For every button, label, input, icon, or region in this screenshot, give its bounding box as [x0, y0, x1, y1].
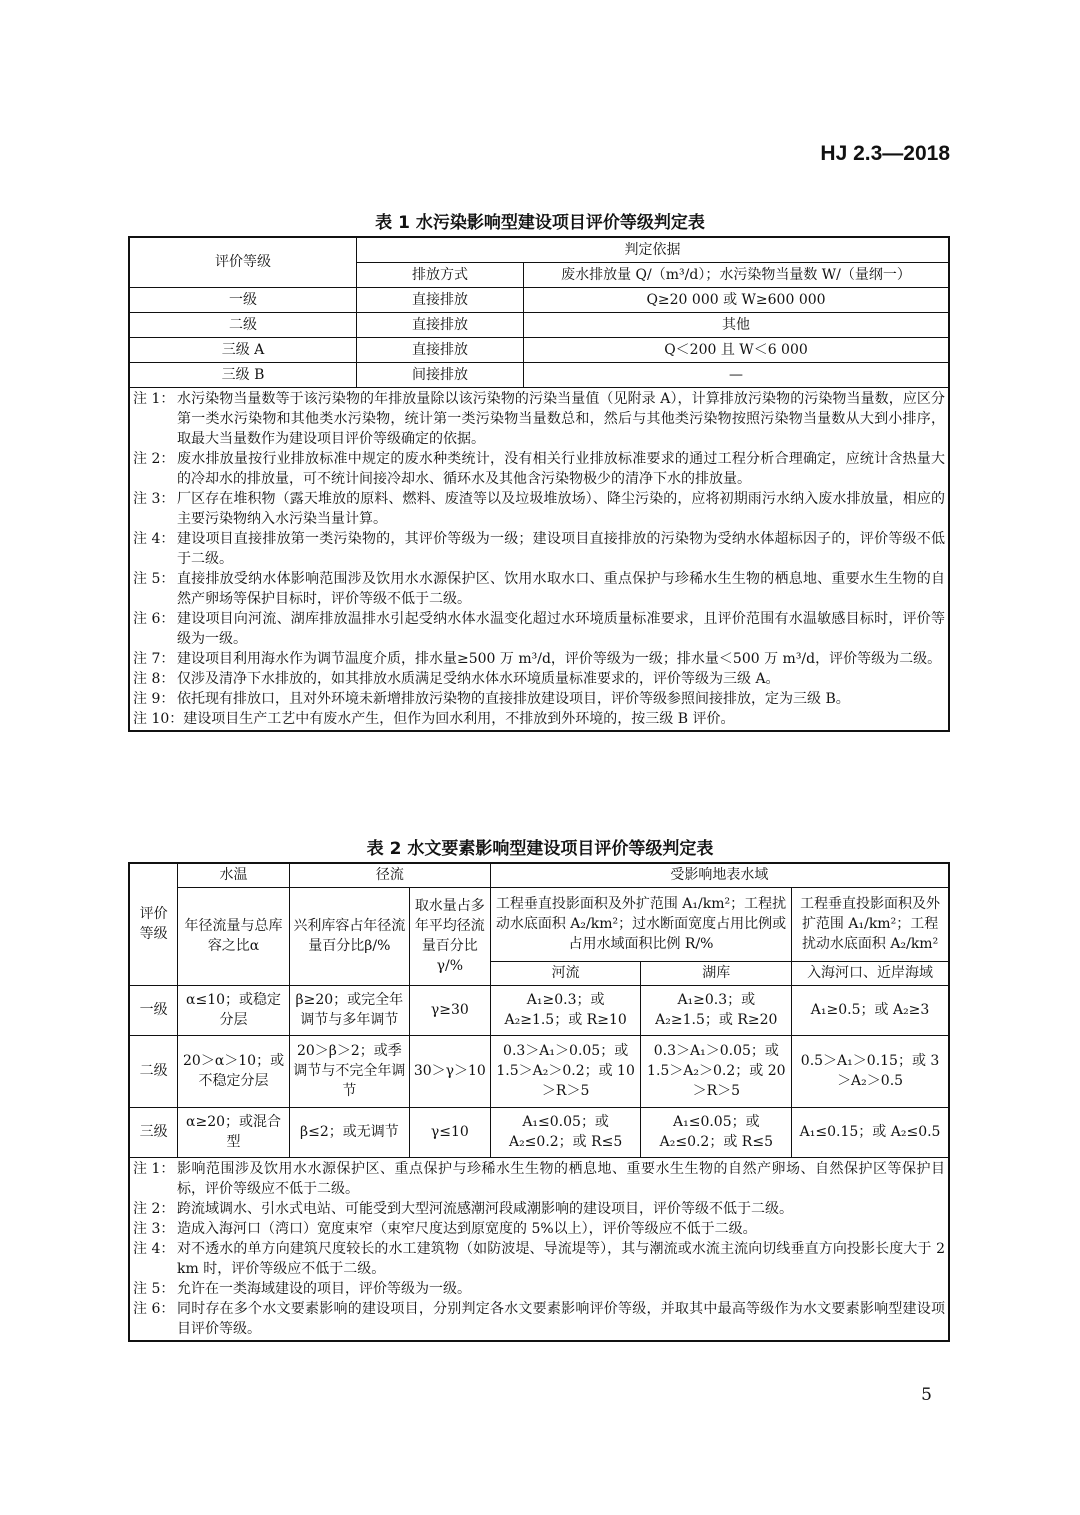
- note-item: [133, 1299, 945, 1339]
- table2-header-temp: 水温: [178, 863, 290, 887]
- note-key: 注 10：: [133, 710, 184, 727]
- cell-lake: 0.3＞A₁＞0.05；或 1.5＞A₂＞0.2；或 20＞R＞5: [641, 1035, 792, 1107]
- note-text: 对不透水的单方向建筑尺度较长的水工建筑物（如防波堤、导流堤等），其与潮流或水流主流向切线垂直方向投影长度大于 2 km 时，评价等级应不低于二级。: [177, 1240, 945, 1277]
- cell-method: 间接排放: [357, 362, 524, 387]
- table-row: [129, 287, 949, 312]
- note-text: 影响范围涉及饮用水水源保护区、重点保护与珍稀水生生物的栖息地、重要水生生物的自然产卵场、自然保护区等保护目标，评价等级应不低于二级。: [177, 1160, 945, 1197]
- cell-beta: β≥20；或完全年调节与多年调节: [289, 985, 409, 1035]
- cell-criteria: Q＜200 且 W＜6 000: [524, 337, 950, 362]
- note-text: 建设项目直接排放第一类污染物的，其评价等级为一级；建设项目直接排放的污染物为受纳水体超标因子的，评价等级不低于二级。: [177, 530, 945, 567]
- note-item: [133, 389, 945, 449]
- table1-title: 表 1 水污染影响型建设项目评价等级判定表: [375, 213, 705, 233]
- cell-criteria: Q≥20 000 或 W≥600 000: [524, 287, 950, 312]
- cell-gamma: 30＞γ＞10: [409, 1035, 490, 1107]
- note-text: 允许在一类海域建设的项目，评价等级为一级。: [177, 1280, 471, 1297]
- standard-code: HJ 2.3—2018: [820, 142, 950, 165]
- note-text: 废水排放量按行业排放标准中规定的废水种类统计，没有相关行业排放标准要求的通过工程分析合理确定，应统计含热量大的冷却水的排放量，可不统计间接冷却水、循环水及其他含污染物极少的清净下水的排放量。: [177, 450, 945, 487]
- table1: [128, 236, 950, 732]
- note-item: [133, 1199, 945, 1219]
- cell-gamma: γ≥30: [409, 985, 490, 1035]
- cell-method: 直接排放: [357, 337, 524, 362]
- note-text: 建设项目利用海水作为调节温度介质，排水量≥500 万 m³/d，评价等级为一级；排水量＜500 万 m³/d，评价等级为二级。: [177, 650, 942, 667]
- cell-river: A₁≥0.3；或 A₂≥1.5；或 R≥10: [490, 985, 641, 1035]
- table2-header-runoff-beta: 兴利库容占年径流量百分比β/%: [289, 887, 409, 985]
- note-text: 依托现有排放口，且对外环境未新增排放污染物的直接排放建设项目，评价等级参照间接排放，定为三级 B。: [177, 690, 850, 707]
- note-item: [133, 709, 945, 729]
- note-key: 注 3：: [133, 490, 175, 507]
- cell-temp: 20＞α＞10；或不稳定分层: [178, 1035, 290, 1107]
- table-row: [129, 1107, 949, 1157]
- table-row: [129, 362, 949, 387]
- table2-header-temp-sub: 年径流量与总库容之比α: [178, 887, 290, 985]
- note-key: 注 9：: [133, 690, 175, 707]
- cell-method: 直接排放: [357, 312, 524, 337]
- cell-river: 0.3＞A₁＞0.05；或 1.5＞A₂＞0.2；或 10＞R＞5: [490, 1035, 641, 1107]
- cell-sea: A₁≥0.5；或 A₂≥3: [792, 985, 949, 1035]
- table2-header-surface-b: 工程垂直投影面积及外扩范围 A₁/km²；工程扰动水底面积 A₂/km²: [792, 887, 949, 961]
- table1-header-basis: 判定依据: [357, 237, 950, 262]
- cell-beta: 20＞β＞2；或季调节与不完全年调节: [289, 1035, 409, 1107]
- table-row: [129, 312, 949, 337]
- cell-grade: 二级: [129, 1035, 178, 1107]
- table-row: [129, 985, 949, 1035]
- cell-river: A₁≤0.05；或 A₂≤0.2；或 R≤5: [490, 1107, 641, 1157]
- table-row: [129, 1035, 949, 1107]
- note-item: [133, 1279, 945, 1299]
- cell-beta: β≤2；或无调节: [289, 1107, 409, 1157]
- note-text: 跨流域调水、引水式电站、可能受到大型河流感潮河段咸潮影响的建设项目，评价等级不低于二级。: [177, 1200, 793, 1217]
- cell-method: 直接排放: [357, 287, 524, 312]
- note-item: [133, 489, 945, 529]
- cell-temp: α≥20；或混合型: [178, 1107, 290, 1157]
- cell-grade: 三级 B: [129, 362, 357, 387]
- note-key: 注 6：: [133, 610, 175, 627]
- note-item: [133, 1239, 945, 1279]
- note-key: 注 5：: [133, 570, 175, 587]
- table1-header-quantity: 废水排放量 Q/（m³/d）；水污染物当量数 W/（量纲一）: [524, 262, 950, 287]
- cell-grade: 三级: [129, 1107, 178, 1157]
- cell-sea: A₁≤0.15；或 A₂≤0.5: [792, 1107, 949, 1157]
- note-item: [133, 1219, 945, 1239]
- table2-header-surface-a: 工程垂直投影面积及外扩范围 A₁/km²；工程扰动水底面积 A₂/km²；过水断面宽度占用比例或占用水域面积比例 R/%: [490, 887, 791, 961]
- note-item: [133, 449, 945, 489]
- note-item: [133, 569, 945, 609]
- note-key: 注 8：: [133, 670, 175, 687]
- note-item: [133, 689, 945, 709]
- cell-lake: A₁≥0.3；或 A₂≥1.5；或 R≥20: [641, 985, 792, 1035]
- note-key: 注 2：: [133, 1200, 175, 1217]
- note-text: 造成入海河口（湾口）宽度束窄（束窄尺度达到原宽度的 5%以上），评价等级应不低于二级。: [177, 1220, 757, 1237]
- table2-header-lake: 湖库: [641, 961, 792, 985]
- note-text: 建设项目生产工艺中有废水产生，但作为回水利用，不排放到外环境的，按三级 B 评价。: [183, 710, 735, 727]
- note-key: 注 1：: [133, 390, 175, 407]
- note-text: 仅涉及清净下水排放的，如其排放水质满足受纳水体水环境质量标准要求的，评价等级为三级 A。: [177, 670, 780, 687]
- table2-header-runoff-gamma: 取水量占多年平均径流量百分比 γ/%: [409, 887, 490, 985]
- cell-gamma: γ≤10: [409, 1107, 490, 1157]
- note-key: 注 2：: [133, 450, 175, 467]
- cell-lake: A₁≤0.05；或 A₂≤0.2；或 R≤5: [641, 1107, 792, 1157]
- cell-criteria: —: [524, 362, 950, 387]
- table2-header-surface: 受影响地表水域: [490, 863, 949, 887]
- note-key: 注 4：: [133, 530, 175, 547]
- note-key: 注 7：: [133, 650, 175, 667]
- note-text: 直接排放受纳水体影响范围涉及饮用水水源保护区、饮用水取水口、重点保护与珍稀水生生物的栖息地、重要水生生物的自然产卵场等保护目标时，评价等级不低于二级。: [177, 570, 945, 607]
- note-text: 水污染物当量数等于该污染物的年排放量除以该污染物的污染当量值（见附录 A），计算排放污染物的污染物当量数，应区分第一类水污染物和其他类水污染物，统计第一类污染物当量数总和，然后与其他类污染物按照污染物当量数从大到小排序，取最大当量数作为建设项目评价等级确定的依据。: [177, 390, 945, 447]
- note-key: 注 6：: [133, 1300, 175, 1317]
- note-text: 厂区存在堆积物（露天堆放的原料、燃料、废渣等以及垃圾堆放场）、降尘污染的，应将初期雨污水纳入废水排放量，相应的主要污染物纳入水污染当量计算。: [177, 490, 945, 527]
- table2: [128, 862, 950, 1342]
- cell-grade: 二级: [129, 312, 357, 337]
- table-row: [129, 337, 949, 362]
- note-key: 注 1：: [133, 1160, 175, 1177]
- cell-sea: 0.5＞A₁＞0.15；或 3＞A₂＞0.5: [792, 1035, 949, 1107]
- note-item: [133, 669, 945, 689]
- table2-header-grade: 评价等级: [129, 863, 178, 985]
- table1-notes: [129, 387, 949, 731]
- table1-header-grade: 评价等级: [129, 237, 357, 287]
- note-item: [133, 609, 945, 649]
- cell-grade: 一级: [129, 287, 357, 312]
- note-item: [133, 1159, 945, 1199]
- note-text: 建设项目向河流、湖库排放温排水引起受纳水体水温变化超过水环境质量标准要求，且评价范围有水温敏感目标时，评价等级为一级。: [177, 610, 945, 647]
- note-text: 同时存在多个水文要素影响的建设项目，分别判定各水文要素影响评价等级，并取其中最高等级作为水文要素影响型建设项目评价等级。: [177, 1300, 945, 1337]
- table2-header-runoff: 径流: [289, 863, 490, 887]
- cell-grade: 一级: [129, 985, 178, 1035]
- cell-criteria: 其他: [524, 312, 950, 337]
- cell-temp: α≤10；或稳定分层: [178, 985, 290, 1035]
- note-item: [133, 649, 945, 669]
- note-key: 注 3：: [133, 1220, 175, 1237]
- note-key: 注 5：: [133, 1280, 175, 1297]
- table2-header-sea: 入海河口、近岸海域: [792, 961, 949, 985]
- table2-notes: [129, 1157, 949, 1341]
- table1-header-method: 排放方式: [357, 262, 524, 287]
- note-item: [133, 529, 945, 569]
- table2-title: 表 2 水文要素影响型建设项目评价等级判定表: [366, 839, 714, 859]
- table2-header-river: 河流: [490, 961, 641, 985]
- page-number: 5: [921, 1385, 932, 1405]
- cell-grade: 三级 A: [129, 337, 357, 362]
- note-key: 注 4：: [133, 1240, 175, 1257]
